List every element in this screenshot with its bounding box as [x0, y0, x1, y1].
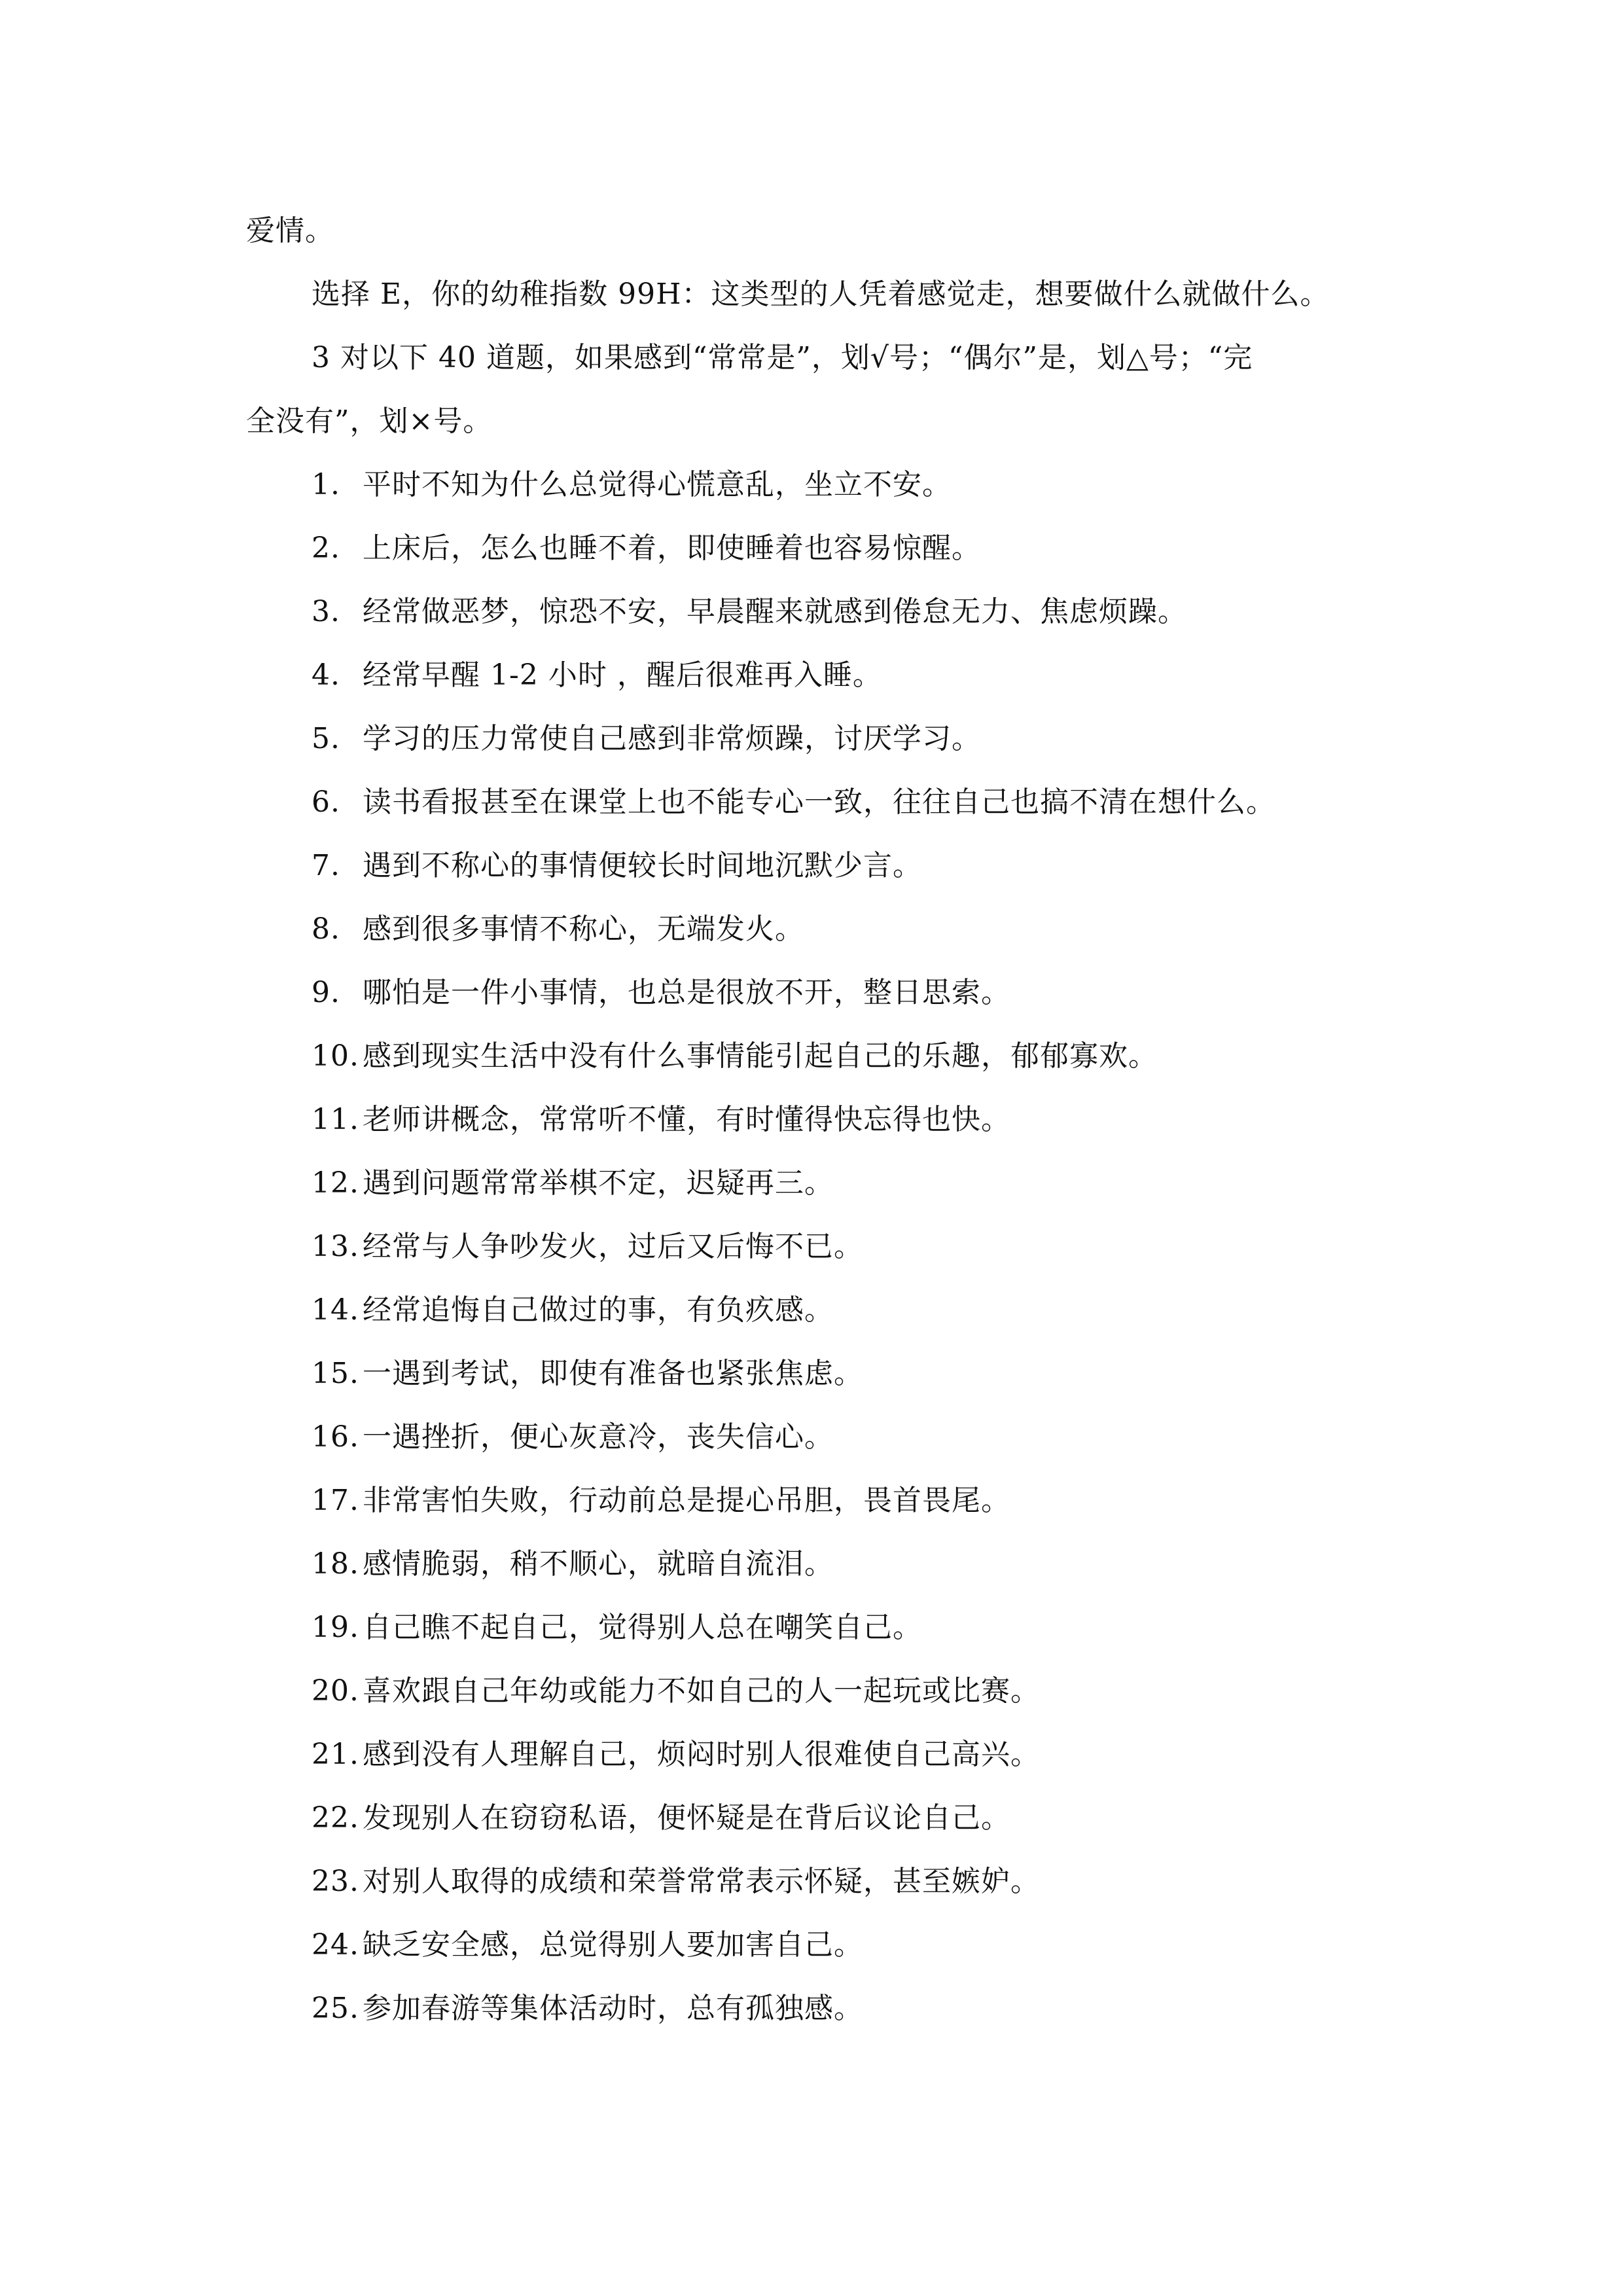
list-item — [246, 1278, 1398, 1342]
list-item-text: 自己瞧不起自己，觉得别人总在嘲笑自己。 — [363, 1611, 922, 1644]
list-item-text: 读书看报甚至在课堂上也不能专心一致，往往自己也搞不清在想什么。 — [363, 785, 1275, 819]
list-item — [246, 1342, 1398, 1405]
list-item-number: 18. — [312, 1547, 359, 1581]
list-item-text: 平时不知为什么总觉得心慌意乱，坐立不安。 — [363, 468, 952, 501]
list-item-text: 经常与人争吵发火，过后又后悔不已。 — [363, 1230, 863, 1263]
list-item-text: 参加春游等集体活动时，总有孤独感。 — [363, 1992, 863, 2025]
paragraph-choice-e: 选择 E，你的幼稚指数 99H：这类型的人凭着感觉走，想要做什么就做什么。 — [312, 278, 1330, 311]
list-item — [246, 1850, 1398, 1913]
list-item — [246, 834, 1398, 897]
list-item-number: 25. — [312, 1992, 359, 2025]
list-item — [246, 1405, 1398, 1469]
list-item-text: 经常做恶梦，惊恐不安，早晨醒来就感到倦怠无力、焦虑烦躁。 — [363, 595, 1187, 628]
list-item — [246, 516, 1398, 580]
list-item — [246, 1532, 1398, 1596]
list-item-number: 15. — [312, 1357, 359, 1390]
list-item-text: 感到很多事情不称心，无端发火。 — [363, 912, 804, 946]
list-item-number: 10. — [312, 1039, 359, 1073]
list-item — [246, 961, 1398, 1024]
list-item-text: 发现别人在窃窃私语，便怀疑是在背后议论自己。 — [363, 1801, 1010, 1835]
list-item-number: 23. — [312, 1865, 359, 1898]
question-list — [246, 453, 1398, 2040]
list-item-text: 哪怕是一件小事情，也总是很放不开，整日思索。 — [363, 976, 1010, 1009]
list-item — [246, 1977, 1398, 2040]
list-item-number: 6. — [312, 785, 340, 819]
list-item-text: 遇到不称心的事情便较长时间地沉默少言。 — [363, 849, 922, 882]
list-item-text: 非常害怕失败，行动前总是提心吊胆，畏首畏尾。 — [363, 1484, 1010, 1517]
list-item-text: 经常早醒 1-2 小时 ，醒后很难再入睡。 — [363, 658, 882, 692]
list-item-number: 14. — [312, 1293, 359, 1327]
list-item — [246, 1659, 1398, 1723]
list-item-number: 4. — [312, 658, 340, 692]
list-item-text: 感情脆弱，稍不顺心，就暗自流泪。 — [363, 1547, 834, 1581]
list-item-text: 感到没有人理解自己，烦闷时别人很难使自己高兴。 — [363, 1738, 1040, 1771]
list-item — [246, 580, 1398, 643]
list-item — [246, 643, 1398, 707]
document-body — [246, 199, 1398, 2040]
list-item-number: 17. — [312, 1484, 359, 1517]
paragraph-instructions-line-1: 3 对以下 40 道题，如果感到“常常是”，划√号；“偶尔”是，划△号；“完 — [312, 341, 1253, 374]
list-item-number: 1. — [312, 468, 340, 501]
list-item-number: 21. — [312, 1738, 359, 1771]
list-item-text: 感到现实生活中没有什么事情能引起自己的乐趣，郁郁寡欢。 — [363, 1039, 1158, 1073]
list-item-number: 20. — [312, 1674, 359, 1708]
list-item — [246, 1723, 1398, 1786]
list-item-number: 5. — [312, 722, 340, 755]
list-item — [246, 1913, 1398, 1977]
paragraph-continuation: 爱情。 — [246, 214, 334, 247]
list-item-number: 11. — [312, 1103, 359, 1136]
list-item — [246, 1786, 1398, 1850]
list-item — [246, 1024, 1398, 1088]
list-item-text: 老师讲概念，常常听不懂，有时懂得快忘得也快。 — [363, 1103, 1010, 1136]
list-item-text: 缺乏安全感，总觉得别人要加害自己。 — [363, 1928, 863, 1962]
list-item-text: 一遇挫折，便心灰意冷，丧失信心。 — [363, 1420, 834, 1454]
list-item-text: 上床后，怎么也睡不着，即使睡着也容易惊醒。 — [363, 531, 981, 565]
list-item — [246, 1215, 1398, 1278]
list-item — [246, 453, 1398, 516]
list-item-text: 经常追悔自己做过的事，有负疚感。 — [363, 1293, 834, 1327]
list-item-text: 遇到问题常常举棋不定，迟疑再三。 — [363, 1166, 834, 1200]
list-item-text: 对别人取得的成绩和荣誉常常表示怀疑，甚至嫉妒。 — [363, 1865, 1040, 1898]
list-item — [246, 770, 1398, 834]
list-item-number: 3. — [312, 595, 340, 628]
list-item — [246, 1596, 1398, 1659]
list-item-number: 13. — [312, 1230, 359, 1263]
list-item — [246, 1469, 1398, 1532]
list-item-number: 9. — [312, 976, 340, 1009]
list-item-number: 7. — [312, 849, 340, 882]
list-item-number: 16. — [312, 1420, 359, 1454]
list-item-text: 一遇到考试，即使有准备也紧张焦虑。 — [363, 1357, 863, 1390]
list-item-text: 喜欢跟自己年幼或能力不如自己的人一起玩或比赛。 — [363, 1674, 1040, 1708]
list-item-number: 19. — [312, 1611, 359, 1644]
list-item — [246, 1088, 1398, 1151]
list-item — [246, 707, 1398, 770]
list-item-number: 2. — [312, 531, 340, 565]
paragraph-instructions-line-2: 全没有”，划×号。 — [246, 404, 493, 438]
list-item-number: 24. — [312, 1928, 359, 1962]
list-item-number: 12. — [312, 1166, 359, 1200]
list-item-number: 8. — [312, 912, 340, 946]
list-item — [246, 897, 1398, 961]
list-item — [246, 1151, 1398, 1215]
list-item-number: 22. — [312, 1801, 359, 1835]
list-item-text: 学习的压力常使自己感到非常烦躁，讨厌学习。 — [363, 722, 981, 755]
